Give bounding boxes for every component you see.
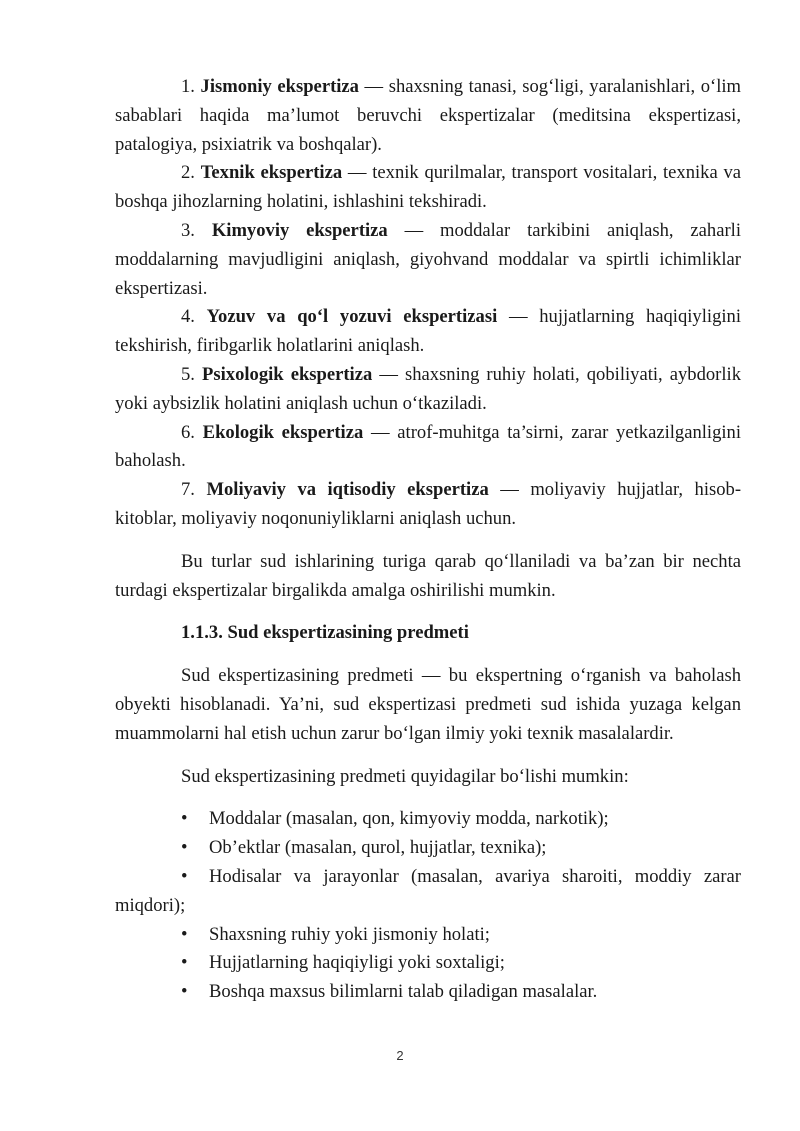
bullet-icon: •	[181, 865, 188, 887]
item-title: Texnik ekspertiza	[200, 162, 343, 184]
list-item-type-7	[115, 476, 741, 534]
bullet-icon: •	[181, 808, 188, 830]
page-number: 2	[396, 1048, 404, 1063]
bullet-item	[115, 805, 741, 834]
item-number: 1.	[181, 76, 195, 97]
bullet-text: Moddalar (masalan, qon, kimyoviy modda, narkotik);	[209, 808, 609, 830]
paragraph-subject: Sud ekspertizasining predmeti — bu ekspertning o‘rganish va baholash obyekti hisoblanadi. Ya’ni, sud ekspertizasi predmeti sud ishida yuzaga kelgan muammolarni hal etish uchun zarur bo‘lgan ilmiy yoki texnik masalalardir.	[115, 665, 741, 744]
item-title: Moliyaviy va iqtisodiy ekspertiza	[206, 479, 489, 501]
item-text: — texnik qurilmalar, transport vositalari, texnika va boshqa jihozlarning holatini, ishlashini tekshiradi.	[115, 162, 742, 213]
item-title: Psixologik ekspertiza	[202, 363, 373, 385]
item-title: Yozuv va qo‘l yozuvi ekspertizasi	[206, 306, 498, 328]
item-text: — atrof-muhitga ta’sirni, zarar yetkazilganligini baholash.	[115, 421, 742, 472]
bullet-list	[115, 805, 741, 1007]
bullet-text: Boshqa maxsus bilimlarni talab qiladigan masalalar.	[209, 981, 598, 1003]
bullet-text: Ob’ektlar (masalan, qurol, hujjatlar, texnika);	[209, 837, 547, 859]
bullet-item	[115, 834, 741, 863]
item-text: — hujjatlarning haqiqiyligini tekshirish, firibgarlik holatlarini aniqlash.	[115, 306, 741, 357]
list-item-type-3	[115, 217, 741, 303]
item-number: 4.	[181, 306, 195, 328]
bullet-text: Hujjatlarning haqiqiyligi yoki soxtaligi;	[209, 952, 505, 974]
paragraph-list-intro: Sud ekspertizasining predmeti quyidagilar bo‘lishi mumkin:	[181, 765, 629, 787]
list-item-type-4	[115, 303, 741, 361]
item-title: Kimyoviy ekspertiza	[211, 219, 388, 241]
item-title: Jismoniy ekspertiza	[200, 76, 359, 97]
list-item-type-1	[115, 73, 741, 159]
item-number: 7.	[181, 479, 195, 501]
bullet-icon: •	[181, 981, 188, 1003]
item-text: — shaxsning tanasi, sog‘ligi, yaralanishlari, o‘lim sabablari haqida ma’lumot beruvchi ekspertizalar (meditsina ekspertizasi, patalogiya, psixiatrik va boshqalar).	[115, 76, 741, 155]
item-text: — moddalar tarkibini aniqlash, zaharli moddalarning mavjudligini aniqlash, giyohvand moddalar va spirtli ichimliklar ekspertizasi.	[115, 219, 742, 299]
item-number: 5.	[181, 363, 195, 385]
item-number: 3.	[181, 219, 195, 241]
list-item-type-5	[115, 361, 741, 419]
item-number: 2.	[181, 162, 195, 184]
bullet-item	[115, 921, 741, 950]
bullet-icon: •	[181, 923, 188, 945]
document-page	[115, 73, 741, 1007]
bullet-icon: •	[181, 952, 188, 974]
bullet-item	[115, 863, 741, 921]
item-text: — shaxsning ruhiy holati, qobiliyati, aybdorlik yoki aybsizlik holatini aniqlash uchun o‘tkaziladi.	[115, 363, 741, 414]
item-number: 6.	[181, 421, 195, 443]
bullet-item	[115, 978, 741, 1007]
bullet-item	[115, 949, 741, 978]
bullet-text: Shaxsning ruhiy yoki jismoniy holati;	[209, 923, 490, 945]
list-item-type-6	[115, 419, 741, 477]
bullet-text: Hodisalar va jarayonlar (masalan, avariya sharoiti, moddiy zarar miqdori);	[115, 865, 741, 916]
paragraph-usage: Bu turlar sud ishlarining turiga qarab qo‘llaniladi va ba’zan bir nechta turdagi ekspertizalar birgalikda amalga oshirilishi mumkin.	[115, 550, 741, 601]
list-item-type-2	[115, 159, 741, 217]
bullet-icon: •	[181, 837, 188, 859]
item-text: — moliyaviy hujjatlar, hisob-kitoblar, moliyaviy noqonuniyliklarni aniqlash uchun.	[115, 479, 742, 529]
item-title: Ekologik ekspertiza	[202, 421, 364, 443]
section-heading: 1.1.3. Sud ekspertizasining predmeti	[181, 622, 469, 644]
